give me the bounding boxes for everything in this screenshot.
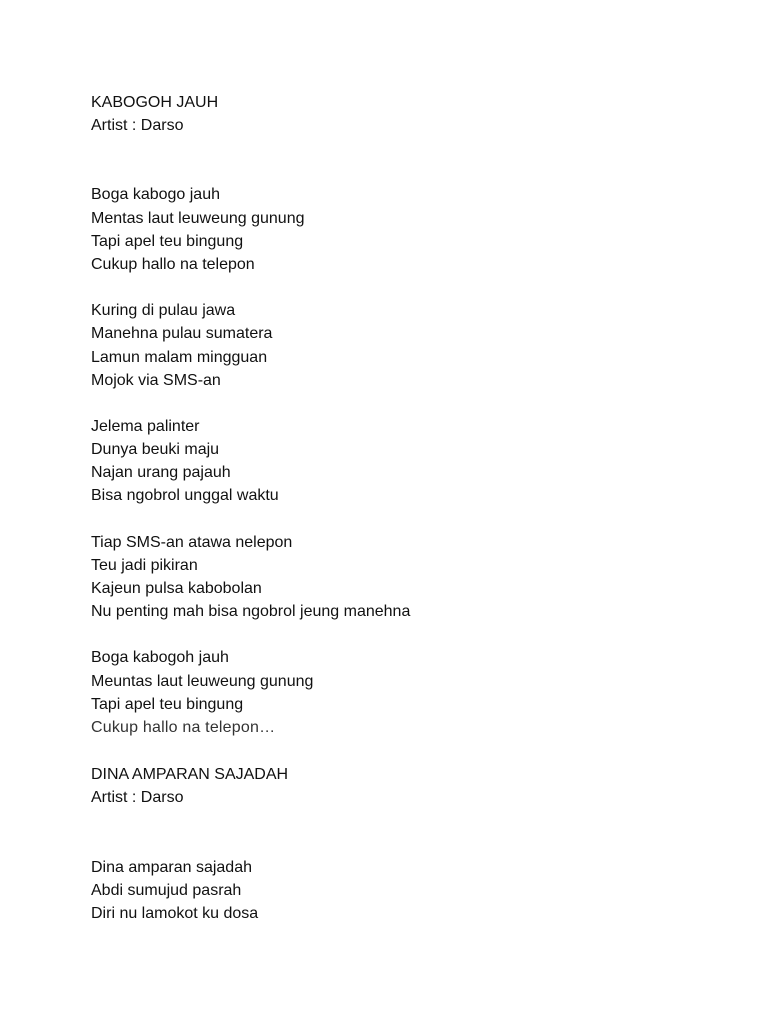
song-title: KABOGOH JAUH <box>91 94 219 111</box>
stanza <box>91 415 731 508</box>
lyric-line: Abdi sumujud pasrah <box>91 881 242 899</box>
stanza <box>91 856 731 926</box>
document-page <box>91 91 731 925</box>
lyric-line: Dina amparan sajadah <box>91 858 252 876</box>
lyric-line: Lamun malam mingguan <box>91 348 268 366</box>
lyric-line: Tiap SMS-an atawa nelepon <box>91 533 293 551</box>
lyric-line: Teu jadi pikiran <box>91 556 198 574</box>
lyric-line: Boga kabogoh jauh <box>91 649 229 667</box>
lyric-line: Nu penting mah bisa ngobrol jeung manehna <box>91 603 411 621</box>
stanza <box>91 531 731 624</box>
song-artist: Artist : Darso <box>91 117 184 135</box>
song-artist: Artist : Darso <box>91 789 184 807</box>
lyric-line: Kajeun pulsa kabobolan <box>91 580 262 597</box>
lyric-line: Cukup hallo na telepon <box>91 255 255 273</box>
lyric-line: Tapi apel teu bingung <box>91 695 244 713</box>
stanza <box>91 299 731 392</box>
song-dina-amparan-sajadah <box>91 763 731 925</box>
lyric-line: Mentas laut leuweung gunung <box>91 209 305 227</box>
lyric-line: Boga kabogo jauh <box>91 186 220 204</box>
lyric-line: Najan urang pajauh <box>91 464 231 482</box>
lyric-line: Mojok via SMS-an <box>91 371 221 389</box>
lyric-line: Diri nu lamokot ku dosa <box>91 904 259 922</box>
lyric-line: Meuntas laut leuweung gunung <box>91 672 314 690</box>
lyric-line: Tapi apel teu bingung <box>91 232 244 250</box>
song-title: DINA AMPARAN SAJADAH <box>91 766 289 784</box>
lyric-line: Dunya beuki maju <box>91 441 220 459</box>
stanza <box>91 183 731 276</box>
lyric-line: Kuring di pulau jawa <box>91 302 236 320</box>
lyric-line: Jelema palinter <box>91 417 200 435</box>
stanza <box>91 646 731 739</box>
song-kabogoh-jauh <box>91 91 731 739</box>
lyric-line: Bisa ngobrol unggal waktu <box>91 487 279 505</box>
lyric-line: Cukup hallo na telepon… <box>91 718 276 736</box>
lyric-line: Manehna pulau sumatera <box>91 325 273 343</box>
